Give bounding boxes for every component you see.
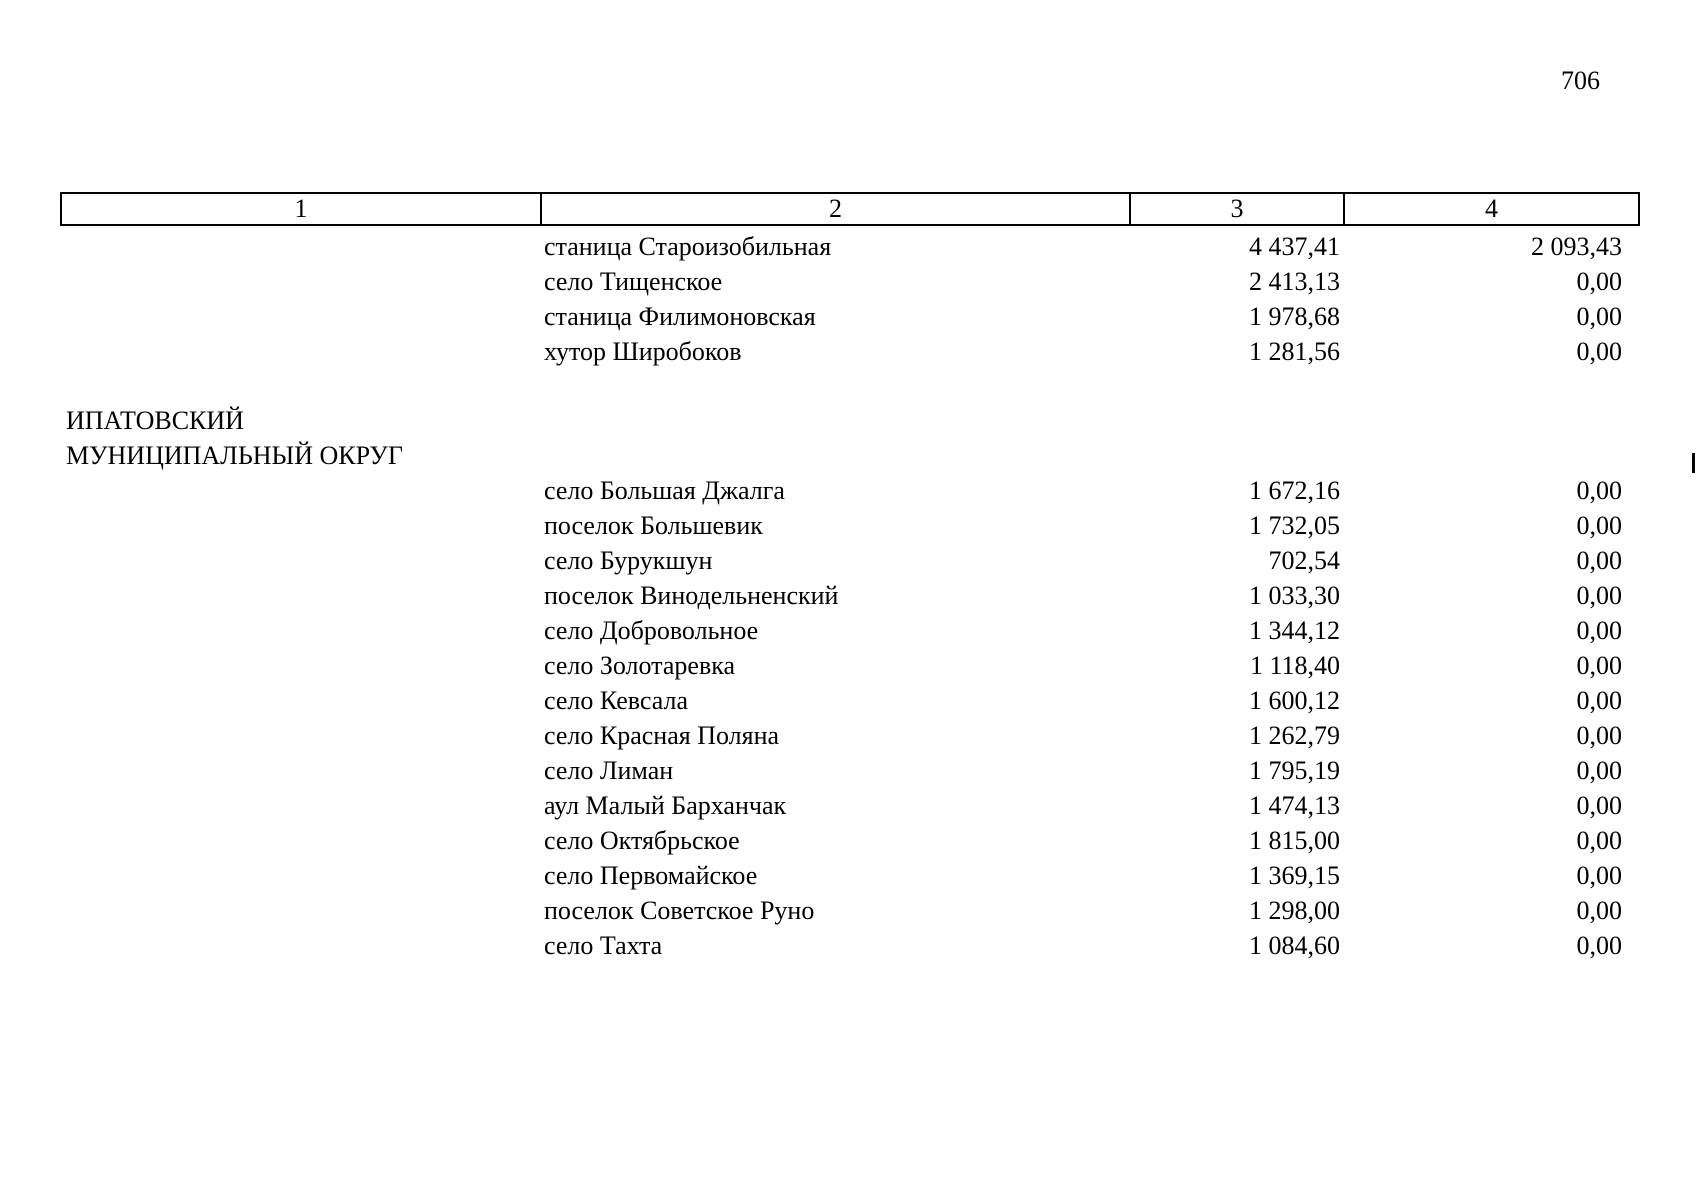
- header-col-4: 4: [1485, 194, 1498, 223]
- settlement-name: аул Малый Барханчак: [544, 791, 787, 820]
- table-row: [0, 578, 1696, 613]
- value-col-4: 0,00: [1576, 302, 1622, 331]
- value-col-4: 0,00: [1576, 931, 1622, 960]
- value-col-4: 0,00: [1576, 896, 1622, 925]
- value-col-3: 1 732,05: [1249, 511, 1340, 540]
- settlement-name: поселок Винодельненский: [544, 581, 839, 610]
- settlement-name: село Бурукшун: [544, 546, 713, 575]
- settlement-name: станица Староизобильная: [544, 232, 832, 261]
- value-col-3: 1 344,12: [1249, 616, 1340, 645]
- district-heading-line-2: МУНИЦИПАЛЬНЫЙ ОКРУГ: [66, 441, 403, 470]
- table-row: [0, 928, 1696, 963]
- value-col-4: 0,00: [1576, 267, 1622, 296]
- settlement-name: станица Филимоновская: [544, 302, 816, 331]
- value-col-3: 1 815,00: [1249, 826, 1340, 855]
- value-col-3: 1 281,56: [1249, 337, 1340, 366]
- settlement-name: село Кевсала: [544, 686, 689, 715]
- scan-edge-mark: [1692, 453, 1695, 473]
- value-col-4: 2 093,43: [1531, 232, 1622, 261]
- value-col-3: 1 474,13: [1249, 791, 1340, 820]
- value-col-3: 1 033,30: [1249, 581, 1340, 610]
- settlement-name: село Тищенское: [544, 267, 723, 296]
- settlement-name: поселок Советское Руно: [544, 896, 815, 925]
- table-row: [0, 543, 1696, 578]
- table-row: [0, 753, 1696, 788]
- header-col-3: 3: [1131, 194, 1345, 224]
- value-col-3: 1 369,15: [1249, 861, 1340, 890]
- table-row: [0, 508, 1696, 543]
- table-row: [0, 613, 1696, 648]
- settlement-name: село Лиман: [544, 756, 674, 785]
- value-col-4: 0,00: [1576, 686, 1622, 715]
- table-row: [0, 264, 1696, 299]
- value-col-4: 0,00: [1576, 581, 1622, 610]
- value-col-4: 0,00: [1576, 756, 1622, 785]
- value-col-4: 0,00: [1576, 616, 1622, 645]
- value-col-4: 0,00: [1576, 337, 1622, 366]
- table-row: [0, 229, 1696, 264]
- settlement-name: село Большая Джалга: [544, 476, 785, 505]
- value-col-3: 1 118,40: [1249, 651, 1340, 680]
- settlement-name: хутор Широбоков: [544, 337, 742, 366]
- table-row: [0, 823, 1696, 858]
- value-col-3: 1 672,16: [1249, 476, 1340, 505]
- table-row: [0, 299, 1696, 334]
- value-col-4: 0,00: [1576, 791, 1622, 820]
- value-col-3: 2 413,13: [1249, 267, 1340, 296]
- value-col-4: 0,00: [1576, 721, 1622, 750]
- table-row: [0, 648, 1696, 683]
- value-col-3: 1 978,68: [1249, 302, 1340, 331]
- settlement-name: село Золотаревка: [544, 651, 736, 680]
- table-row: [0, 858, 1696, 893]
- settlement-name: село Красная Поляна: [544, 721, 780, 750]
- settlement-name: село Тахта: [544, 931, 663, 960]
- district-heading-line-1: ИПАТОВСКИЙ: [66, 406, 244, 435]
- table-row: [0, 893, 1696, 928]
- value-col-3: 1 600,12: [1249, 686, 1340, 715]
- table-row: [0, 718, 1696, 753]
- district-heading: [66, 403, 403, 473]
- settlement-name: село Первомайское: [544, 861, 758, 890]
- value-col-4: 0,00: [1576, 861, 1622, 890]
- value-col-3: 1 262,79: [1249, 721, 1340, 750]
- page-number: 706: [1561, 66, 1600, 95]
- value-col-3: 4 437,41: [1249, 232, 1340, 261]
- table-row: [0, 788, 1696, 823]
- value-col-3: 1 084,60: [1249, 931, 1340, 960]
- value-col-4: 0,00: [1576, 651, 1622, 680]
- value-col-4: 0,00: [1576, 546, 1622, 575]
- table-row: [0, 473, 1696, 508]
- value-col-4: 0,00: [1576, 476, 1622, 505]
- value-col-4: 0,00: [1576, 826, 1622, 855]
- header-col-2: 2: [542, 194, 1131, 224]
- table-row: [0, 334, 1696, 369]
- value-col-3: 702,54: [1268, 546, 1340, 575]
- settlement-name: село Октябрьское: [544, 826, 740, 855]
- settlement-name: поселок Большевик: [544, 511, 763, 540]
- value-col-4: 0,00: [1576, 511, 1622, 540]
- table-row: [0, 683, 1696, 718]
- value-col-3: 1 298,00: [1249, 896, 1340, 925]
- table-header: [60, 192, 1640, 226]
- settlement-name: село Добровольное: [544, 616, 759, 645]
- header-col-1: 1: [62, 194, 542, 224]
- value-col-3: 1 795,19: [1249, 756, 1340, 785]
